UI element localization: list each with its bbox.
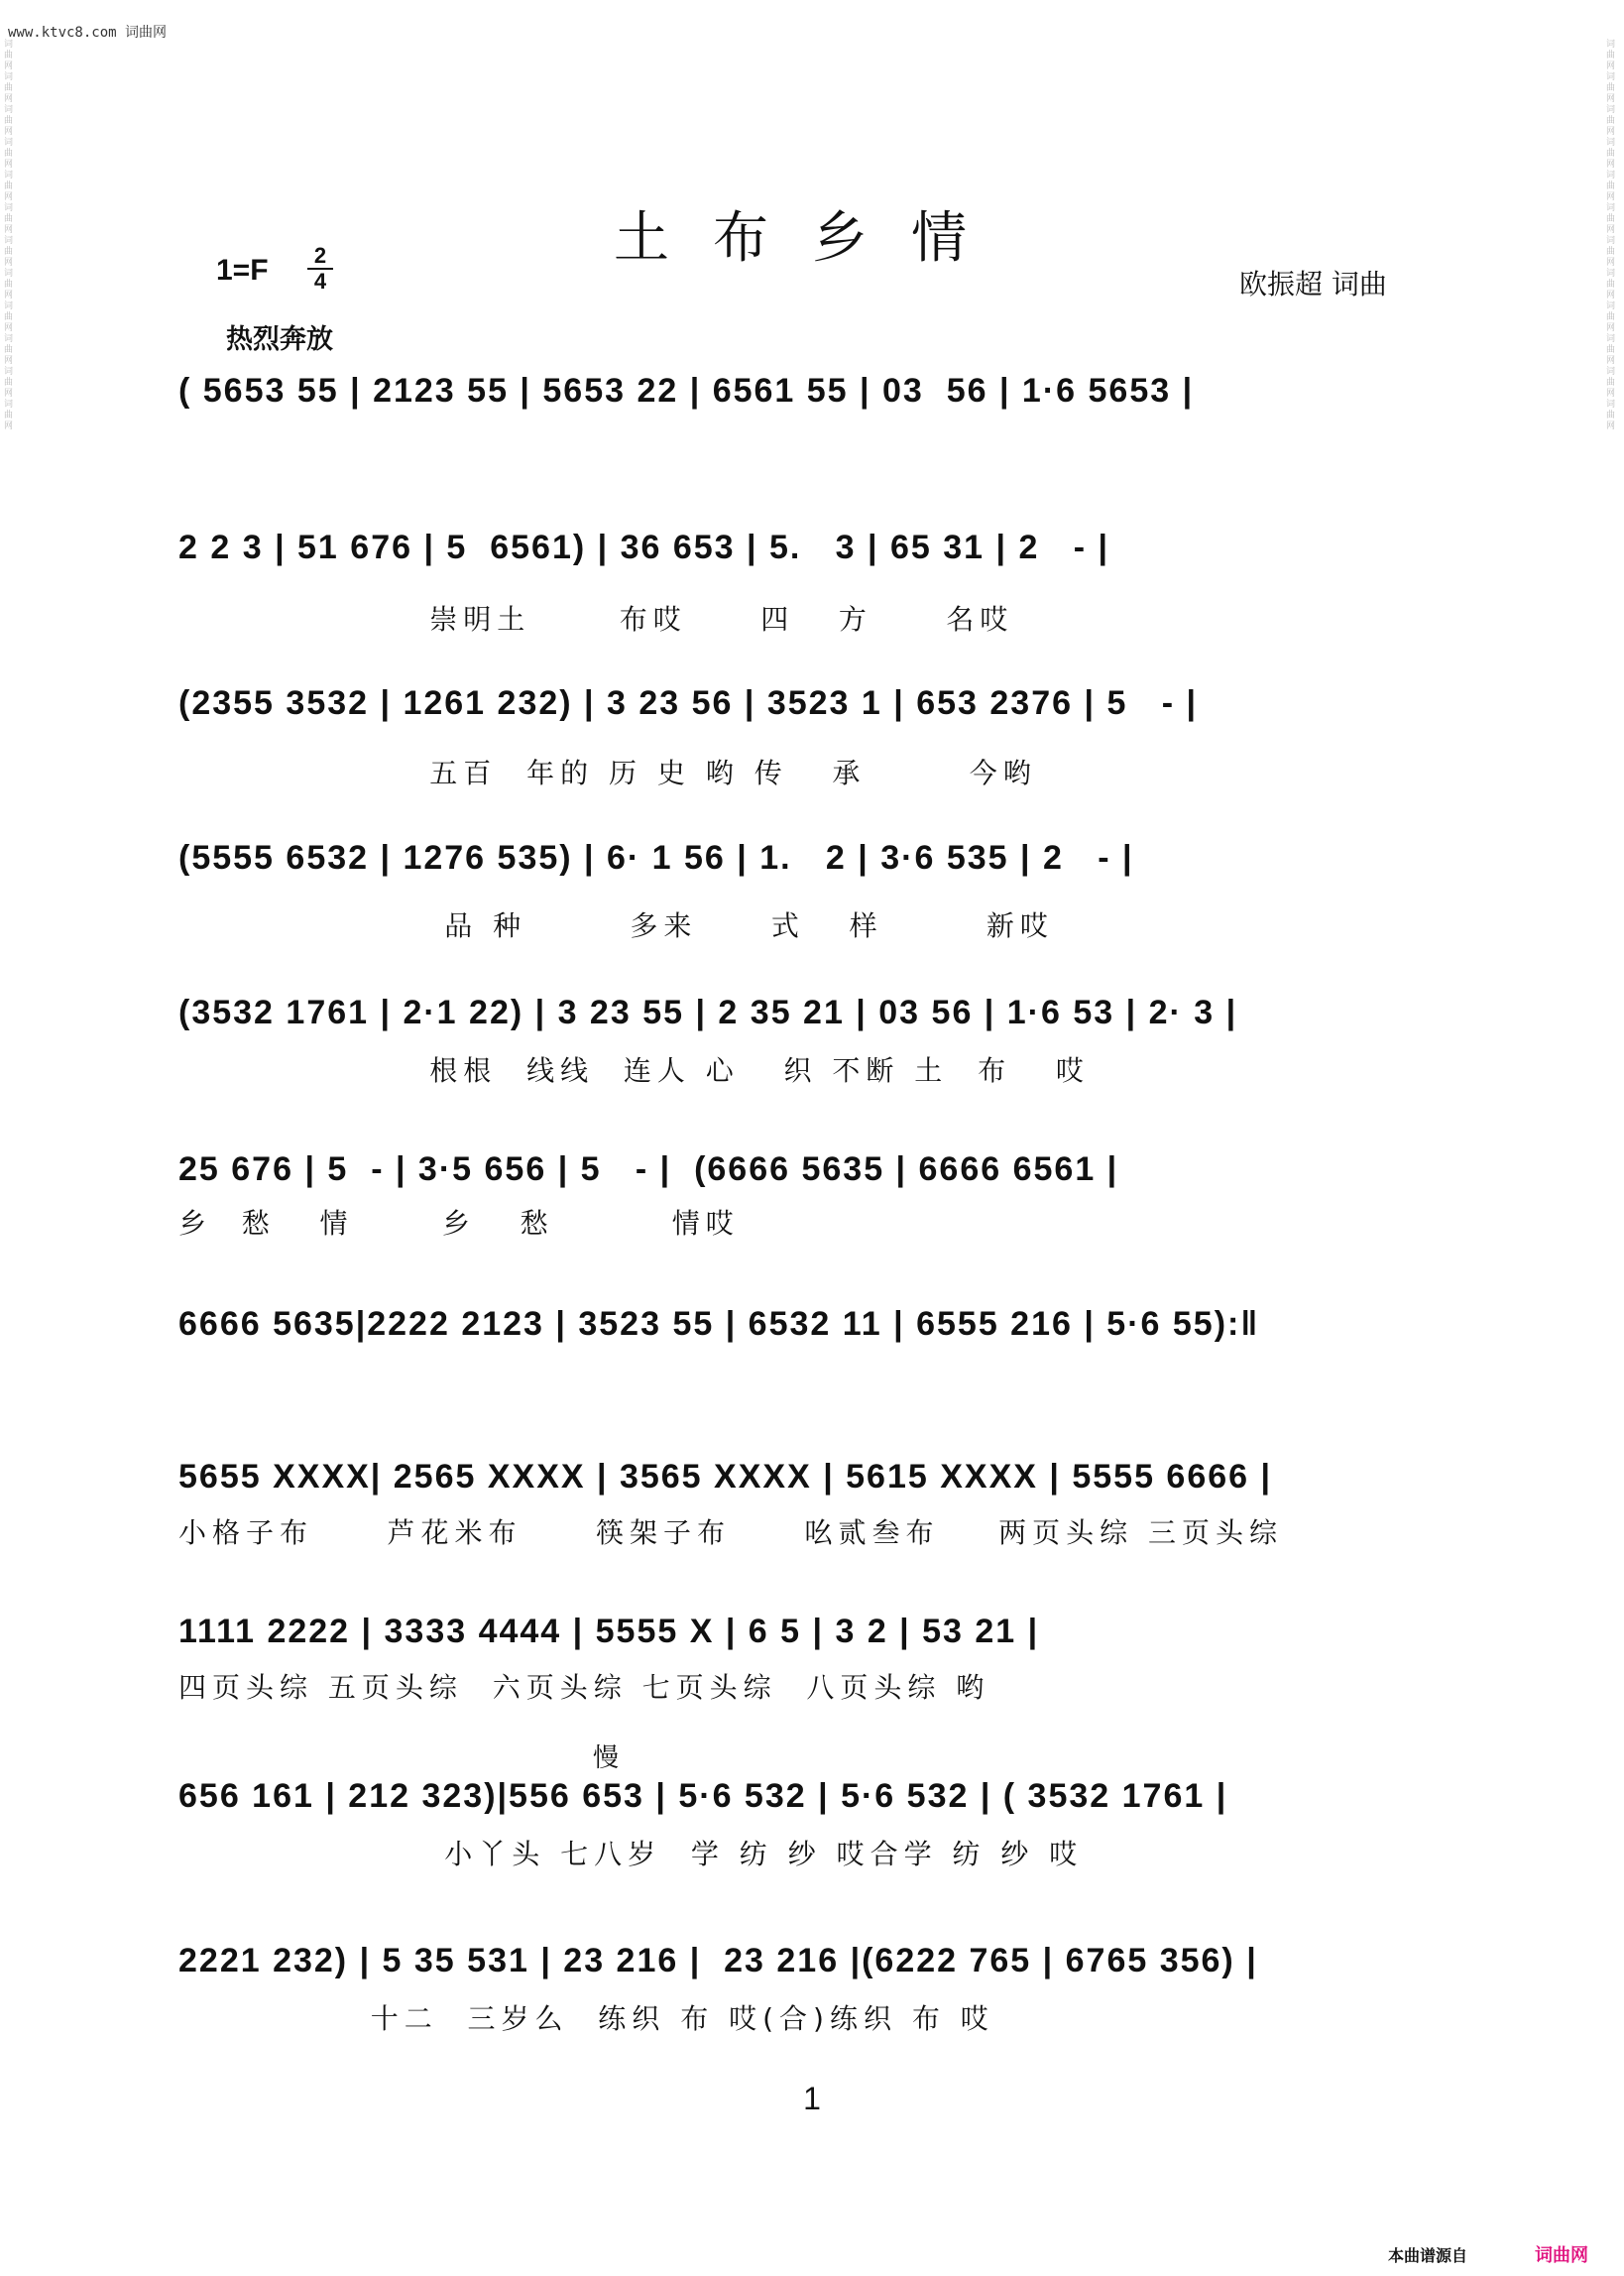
notation-line: 2221 232) | 5 35 531 | 23 216 | 23 216 |(6222 765 | 6765 356) | [178,1942,1258,1979]
lyrics-line: 根根 线线 连人 心 织 不断 土 布 哎 [178,1054,1090,1087]
notation-line: 1111 2222 | 3333 4444 | 5555 X | 6 5 | 3 2 | 53 21 | [178,1613,1040,1650]
score-row-9 [0,1613,1624,1722]
meter-bottom: 4 [313,269,327,294]
score-row-3 [0,684,1624,793]
key-signature: 1=F [216,254,269,287]
score-row-2 [0,529,1624,638]
page-number: 1 [803,2081,821,2116]
site-watermark: www.ktvc8.com 词曲网 [8,25,168,41]
lyrics-line: 小丫头 七八岁 学 纺 纱 哎合学 纺 纱 哎 [178,1838,1084,1870]
score-row-11 [0,1942,1624,2051]
meter-top: 2 [307,244,333,270]
lyrics-line: 十二 三岁么 练织 布 哎(合)练织 布 哎 [178,2002,994,2035]
time-signature [307,244,333,294]
notation-line: ( 5653 55 | 2123 55 | 5653 22 | 6561 55 | 03 56 | 1·6 5653 | [178,372,1195,410]
notation-line: 6666 5635|2222 2123 | 3523 55 | 6532 11 | 6555 216 | 5·6 55):‖ [178,1305,1260,1343]
tempo-marking: 热烈奔放 [226,324,333,355]
score-row-10 [0,1777,1624,1886]
song-title: 土布乡情 [614,205,1010,271]
lyrics-line: 崇明土 布哎 四 方 名哎 [178,603,1014,636]
lyrics-line: 五百 年的 历 史 哟 传 承 今哟 [178,757,1037,789]
score-row-6 [0,1150,1624,1259]
score-row-5 [0,994,1624,1103]
score-row-4 [0,839,1624,948]
right-margin-watermark: 词曲网词曲网词曲网词曲网词曲网词曲网词曲网词曲网词曲网词曲网词曲网词曲网 [1606,40,1616,431]
lyrics-line: 小格子布 芦花米布 筷架子布 吆贰叁布 两页头综 三页头综 [178,1516,1284,1549]
notation-line: (3532 1761 | 2·1 22) | 3 23 55 | 2 35 21 | 03 56 | 1·6 53 | 2· 3 | [178,994,1238,1031]
lyrics-line: 品 种 多来 式 样 新哎 [178,909,1054,942]
slow-marking: 慢 [593,1743,620,1773]
lyrics-line: 四页头综 五页头综 六页头综 七页头综 八页头综 哟 [178,1671,990,1704]
left-margin-watermark: 词曲网词曲网词曲网词曲网词曲网词曲网词曲网词曲网词曲网词曲网词曲网词曲网 [4,40,14,431]
score-row-8 [0,1458,1624,1567]
notation-line: 25 676 | 5 - | 3·5 656 | 5 - | (6666 5635 | 6666 6561 | [178,1150,1119,1188]
author-credit: 欧振超 词曲 [1239,268,1387,300]
footer-brand-link[interactable]: 词曲网 [1535,2245,1588,2266]
notation-line: 5655 XXXX| 2565 XXXX | 3565 XXXX | 5615 XXXX | 5555 6666 | [178,1458,1273,1496]
notation-line: 656 161 | 212 323)|556 653 | 5·6 532 | 5·6 532 | ( 3532 1761 | [178,1777,1228,1815]
score-row-7 [0,1305,1624,1414]
lyrics-line: 乡 愁 情 乡 愁 情哎 [178,1207,740,1240]
notation-line: (2355 3532 | 1261 232) | 3 23 56 | 3523 1 | 653 2376 | 5 - | [178,684,1198,722]
score-row-1 [0,372,1624,481]
notation-line: 2 2 3 | 51 676 | 5 6561) | 36 653 | 5. 3 | 65 31 | 2 - | [178,529,1110,566]
notation-line: (5555 6532 | 1276 535) | 6· 1 56 | 1. 2 | 3·6 535 | 2 - | [178,839,1134,877]
footer-source: 本曲谱源自 [1388,2246,1468,2265]
